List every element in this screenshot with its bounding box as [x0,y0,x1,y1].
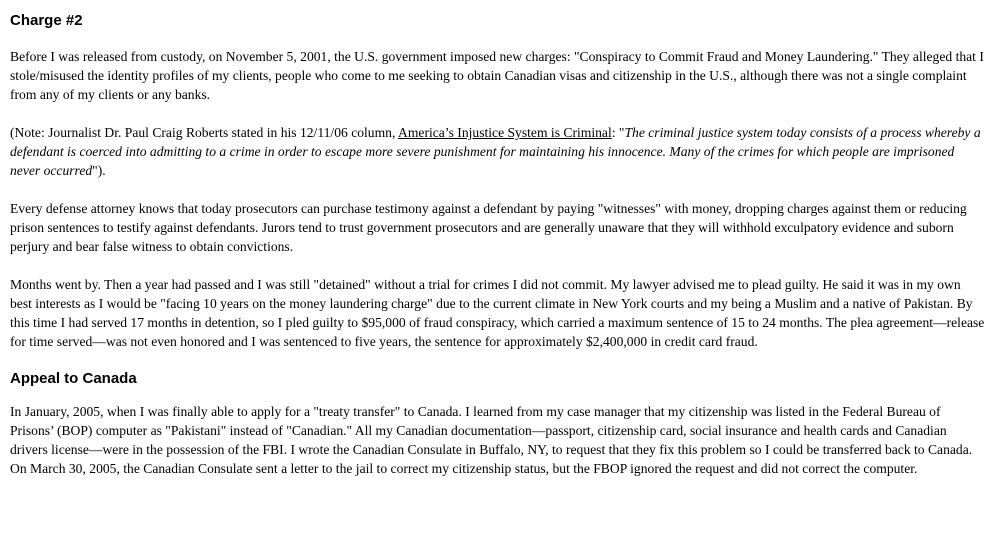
section-heading-charge-2: Charge #2 [10,12,83,29]
paragraph-treaty-transfer: In January, 2005, when I was finally able to apply for a "treaty transfer" to Canada. I learned from my case manager that my citizenship was listed in the Federal Bureau of Prisons’ (BOP) computer as "Pakistani" instead of "Canadian." All my Canadian documentation—passport, citizenship card, social insurance and health cards and Canadian drivers license—were in the possession of the FBI. I wrote the Canadian Consulate in Buffalo, NY, to request that they fix this problem so I could be transferred back to Canada. On March 30, 2005, the Canadian Consulate sent a letter to the jail to correct my citizenship status, but the FBOP ignored the request and did not correct the computer. [10,404,973,476]
section-heading-appeal-to-canada: Appeal to Canada [10,370,137,387]
paragraph-new-charges: Before I was released from custody, on November 5, 2001, the U.S. government imposed new charges: "Conspiracy to Commit Fraud and Money Laundering." They alleged that I stole/misused the identity profiles of my clients, people who come to me seeking to obtain Canadian visas and citizenship in the U.S., although there was not a single complaint from any of my clients or any banks. [10,49,984,102]
article-link[interactable]: America’s Injustice System is Criminal [398,125,612,140]
note-prefix: (Note: Journalist Dr. Paul Craig Roberts stated in his 12/11/06 column, [10,125,399,140]
paragraph-defense-attorney: Every defense attorney knows that today prosecutors can purchase testimony against a defendant by paying "witnesses" with money, dropping charges against them or reducing prison sentences to testify against defendants. Jurors tend to trust government prosecutors and are generally unaware that they will withhold exculpatory evidence and suborn perjury and bear false witness to obtain convictions. [10,201,967,254]
paragraph-note [10,123,985,180]
note-quote: The criminal justice system today consists of a process whereby a defendant is coerced into admitting to a crime in order to escape more severe punishment for maintaining his innocence. Many of the crimes for which people are imprisoned never occurred [10,125,981,178]
note-colon: : " [611,125,625,140]
paragraph-months-went-by: Months went by. Then a year had passed and I was still "detained" without a trial for crimes I did not commit. My lawyer advised me to plead guilty. He said it was in my own best interests as I would be "facing 10 years on the money laundering charge" due to the current climate in New York courts and my being a Muslim and a native of Pakistan. By this time I had served 17 months in detention, so I pled guilty to $95,000 of fraud conspiracy, which carried a maximum sentence of 15 to 24 months. The plea agreement—release for time served—was not even honored and I was sentenced to five years, the sentence for approximately $2,400,000 in credit card fraud. [10,277,985,349]
note-suffix: "). [92,163,106,178]
